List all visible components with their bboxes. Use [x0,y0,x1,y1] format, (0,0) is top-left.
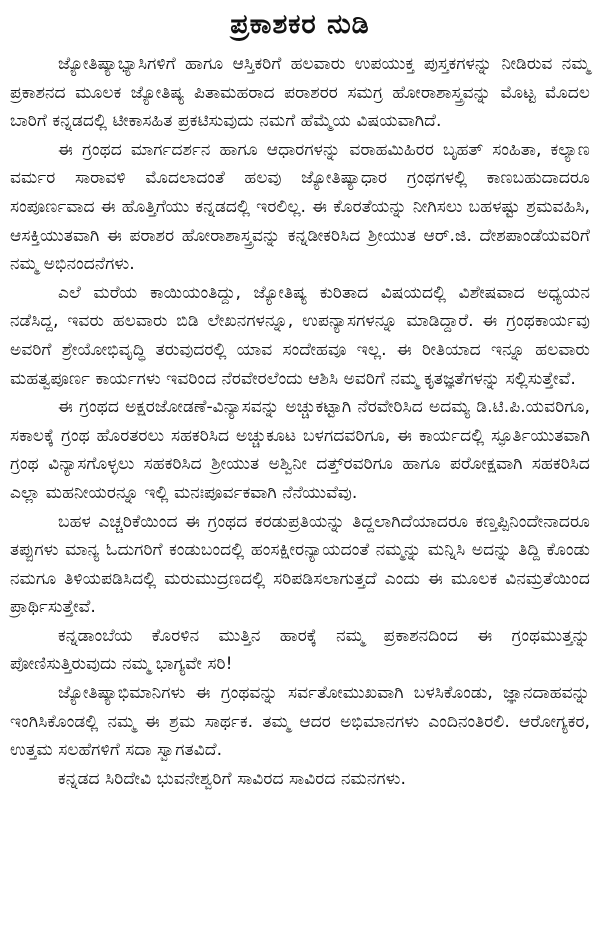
document-body [10,50,590,793]
paragraph-dedication: ಕನ್ನಡಾಂಬೆಯ ಕೊರಳಿನ ಮುತ್ತಿನ ಹಾರಕ್ಕೆ ನಮ್ಮ ಪ್ರಕಾಶನದಿಂದ ಈ ಗ್ರಂಥಮುತ್ತನ್ನು ಪೋಣಿಸುತ್ತಿರುವುದು ನಮ್ಮ ಭಾಗ್ಯವೇ ಸರಿ! [10,625,590,675]
paragraph-readers: ಜ್ಯೋತಿಷ್ಯಾಭಿಮಾನಿಗಳು ಈ ಗ್ರಂಥವನ್ನು ಸರ್ವತೋಮುಖವಾಗಿ ಬಳಸಿಕೊಂಡು, ಜ್ಞಾನದಾಹವನ್ನು ಇಂಗಿಸಿಕೊಂಡಲ್ಲಿ ನಮ್ಮ ಈ ಶ್ರಮ ಸಾರ್ಥಕ. ತಮ್ಮ ಆದರ ಅಭಿಮಾನಗಳು ಎಂದಿನಂತಿರಲಿ. ಆರೋಗ್ಯಕರ, ಉತ್ತಮ ಸಲಹೆಗಳಿಗೆ ಸದಾ ಸ್ವಾಗತವಿದೆ. [10,683,590,761]
paragraph-intro: ಜ್ಯೋತಿಷ್ಯಾಭ್ಯಾಸಿಗಳಿಗೆ ಹಾಗೂ ಆಸ್ತಿಕರಿಗೆ ಹಲವಾರು ಉಪಯುಕ್ತ ಪುಸ್ತಕಗಳನ್ನು ನೀಡಿರುವ ನಮ್ಮ ಪ್ರಕಾಶನದ ಮೂಲಕ ಜ್ಯೋತಿಷ್ಯ ಪಿತಾಮಹರಾದ ಪರಾಶರರ ಸಮಗ್ರ ಹೋರಾಶಾಸ್ತ್ರವನ್ನು ಮೊಟ್ಟ ಮೊದಲ ಬಾರಿಗೆ ಕನ್ನಡದಲ್ಲಿ ಟೀಕಾಸಹಿತ ಪ್ರಕಟಿಸುವುದು ನಮಗೆ ಹೆಮ್ಮೆಯ ವಿಷಯವಾಗಿದೆ. [10,54,590,132]
page-title: ಪ್ರಕಾಶಕರ ನುಡಿ [230,9,370,40]
paragraph-sources: ಈ ಗ್ರಂಥದ ಮಾರ್ಗದರ್ಶನ ಹಾಗೂ ಆಧಾರಗಳನ್ನು ವರಾಹಮಿಹಿರರ ಬೃಹತ್ ಸಂಹಿತಾ, ಕಲ್ಯಾಣ ವರ್ಮರ ಸಾರಾವಳಿ ಮೊದಲಾದಂತೆ ಹಲವು ಜ್ಯೋತಿಷ್ಯಾಧಾರ ಗ್ರಂಥಗಳಲ್ಲಿ ಕಾಣಬಹುದಾದರೂ ಸಂಪೂರ್ಣವಾದ ಈ ಹೊತ್ತಿಗೆಯು ಕನ್ನಡದಲ್ಲಿ ಇರಲಿಲ್ಲ. ಈ ಕೊರತೆಯನ್ನು ನೀಗಿಸಲು ಬಹಳಷ್ಟು ಶ್ರಮವಹಿಸಿ, ಆಸಕ್ತಿಯುತವಾಗಿ ಈ ಪರಾಶರ ಹೋರಾಶಾಸ್ತ್ರವನ್ನು ಕನ್ನಡೀಕರಿಸಿದ ಶ್ರೀಯುತ ಆರ್.ಜಿ. ದೇಶಪಾಂಡೆಯವರಿಗೆ ನಮ್ಮ ಅಭಿನಂದನೆಗಳು. [10,139,590,275]
paragraph-author-thanks: ಎಲೆ ಮರೆಯ ಕಾಯಿಯಂತಿದ್ದು, ಜ್ಯೋತಿಷ್ಯ ಕುರಿತಾದ ವಿಷಯದಲ್ಲಿ ವಿಶೇಷವಾದ ಅಧ್ಯಯನ ನಡೆಸಿದ್ದ, ಇವರು ಹಲವಾರು ಬಿಡಿ ಲೇಖನಗಳನ್ನೂ, ಉಪನ್ಯಾಸಗಳನ್ನೂ ಮಾಡಿದ್ದಾರೆ. ಈ ಗ್ರಂಥಕಾರ್ಯವು ಅವರಿಗೆ ಶ್ರೇಯೋಭಿವೃದ್ಧಿ ತರುವುದರಲ್ಲಿ ಯಾವ ಸಂದೇಹವೂ ಇಲ್ಲ. ಈ ರೀತಿಯಾದ ಇನ್ನೂ ಹಲವಾರು ಮಹತ್ವಪೂರ್ಣ ಕಾರ್ಯಗಳು ಇವರಿಂದ ನೆರವೇರಲೆಂದು ಆಶಿಸಿ ಅವರಿಗೆ ನಮ್ಮ ಕೃತಜ್ಞತೆಗಳನ್ನು ಸಲ್ಲಿಸುತ್ತೇವೆ. [10,282,590,389]
paragraph-production-thanks: ಈ ಗ್ರಂಥದ ಅಕ್ಷರಜೋಡಣೆ-ವಿನ್ಯಾಸವನ್ನು ಅಚ್ಚುಕಟ್ಟಾಗಿ ನೆರವೇರಿಸಿದ ಅದಮ್ಯ ಡಿ.ಟಿ.ಪಿ.ಯವರಿಗೂ, ಸಕಾಲಕ್ಕೆ ಗ್ರಂಥ ಹೊರತರಲು ಸಹಕರಿಸಿದ ಅಚ್ಚುಕೂಟ ಬಳಗದವರಿಗೂ, ಈ ಕಾರ್ಯದಲ್ಲಿ ಸ್ಫೂರ್ತಿಯುತವಾಗಿ ಗ್ರಂಥ ವಿನ್ಯಾಸಗೊಳ್ಳಲು ಸಹಕರಿಸಿದ ಶ್ರೀಯುತ ಅಶ್ವಿನೀ ದತ್ತ್‌ರವರಿಗೂ ಹಾಗೂ ಪರೋಕ್ಷವಾಗಿ ಸಹಕರಿಸಿದ ಎಲ್ಲಾ ಮಹನೀಯರನ್ನೂ ಇಲ್ಲಿ ಮನಃಪೂರ್ವಕವಾಗಿ ನೆನೆಯುವೆವು. [10,397,590,503]
paragraph-errata-request: ಬಹಳ ಎಚ್ಚರಿಕೆಯಿಂದ ಈ ಗ್ರಂಥದ ಕರಡುಪ್ರತಿಯನ್ನು ತಿದ್ದಲಾಗಿದೆಯಾದರೂ ಕಣ್ತಪ್ಪಿನಿಂದೇನಾದರೂ ತಪ್ಪುಗಳು ಮಾನ್ಯ ಓದುಗರಿಗೆ ಕಂಡುಬಂದಲ್ಲಿ ಹಂಸಕ್ಷೀರನ್ಯಾಯದಂತೆ ನಮ್ಮನ್ನು ಮನ್ನಿಸಿ ಅದನ್ನು ತಿದ್ದಿ ಕೊಂಡು ನಮಗೂ ತಿಳಿಯಪಡಿಸಿದಲ್ಲಿ ಮರುಮುದ್ರಣದಲ್ಲಿ ಸರಿಪಡಿಸಲಾಗುತ್ತದೆ ಎಂದು ಈ ಮೂಲಕ ವಿನಮ್ರತೆಯಿಂದ ಪ್ರಾರ್ಥಿಸುತ್ತೇವೆ. [10,511,590,618]
paragraph-salutation: ಕನ್ನಡದ ಸಿರಿದೇವಿ ಭುವನೇಶ್ವರಿಗೆ ಸಾವಿರದ ಸಾವಿರದ ನಮನಗಳು. [58,768,406,789]
